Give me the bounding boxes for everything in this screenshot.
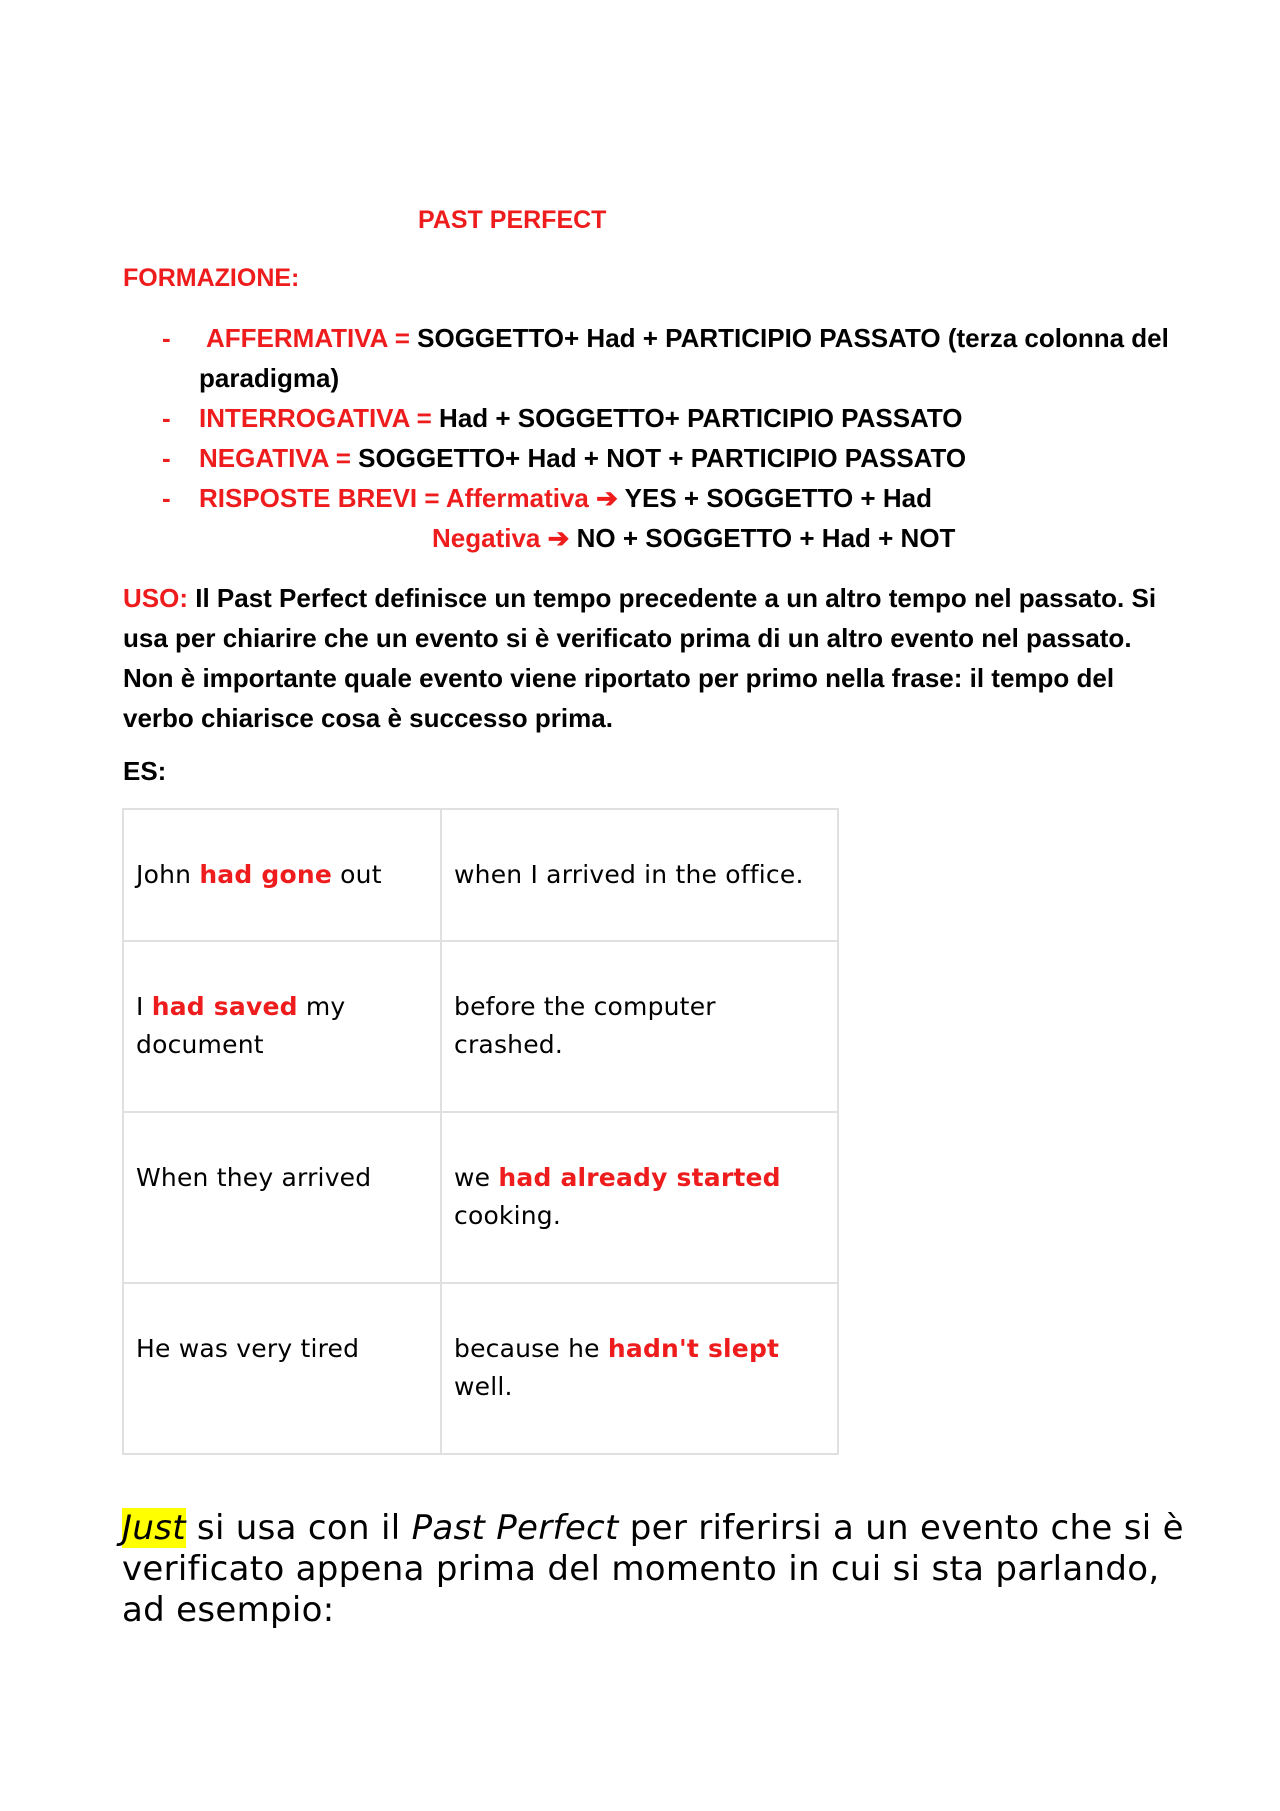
bullet-label: INTERROGATIVA = (199, 403, 432, 433)
bullet-label: AFFERMATIVA = (206, 323, 410, 353)
cell-text: When they arrived (136, 1163, 372, 1192)
table-cell (123, 1112, 441, 1283)
table-cell (441, 941, 838, 1112)
bullet-text: Had + SOGGETTO+ PARTICIPIO PASSATO (439, 403, 963, 433)
formazione-heading: FORMAZIONE: (123, 264, 300, 292)
table-cell (441, 1283, 838, 1454)
bullet-text: SOGGETTO+ Had + NOT + PARTICIPIO PASSATO (358, 443, 967, 473)
just-highlight: Just (122, 1508, 186, 1548)
cell-highlight: hadn't slept (607, 1334, 780, 1363)
table-cell (123, 1283, 441, 1454)
cell-text: because he (454, 1334, 608, 1363)
table-cell (123, 809, 441, 941)
cell-text: cooking. (454, 1201, 562, 1230)
bullet-dash: - (162, 443, 171, 473)
just-text: si usa con il (185, 1508, 412, 1548)
just-text: per riferirsi a un evento che si è verificato appena prima del momento in cui si sta parlando, ad esempio: (122, 1508, 1184, 1630)
arrow-right-icon: ➔ (547, 523, 570, 553)
table-cell (123, 941, 441, 1112)
bullet-dash: - (162, 323, 171, 353)
bullet-line (199, 483, 932, 514)
table-row (123, 941, 838, 1112)
table-row (123, 809, 838, 941)
cell-highlight: had gone (199, 860, 333, 889)
cell-text: we (454, 1163, 499, 1192)
cell-text: before the computer crashed. (454, 992, 716, 1059)
cell-text: I (136, 992, 152, 1021)
page-title: PAST PERFECT (418, 206, 607, 234)
table-cell (441, 1112, 838, 1283)
cell-text: John (136, 860, 200, 889)
just-paragraph (122, 1508, 1202, 1631)
uso-paragraph (123, 578, 1163, 738)
examples-table (122, 808, 839, 1455)
just-italic: Past Perfect (411, 1508, 619, 1548)
bullet-label: Negativa (432, 523, 541, 553)
es-label: ES: (123, 756, 167, 786)
bullet-line (199, 403, 963, 434)
table-row (123, 1112, 838, 1283)
bullet-text: YES + SOGGETTO + Had (624, 483, 932, 513)
arrow-right-icon: ➔ (596, 483, 618, 513)
cell-highlight: had saved (151, 992, 298, 1021)
bullet-dash: - (162, 403, 171, 433)
bullet-dash: - (162, 483, 171, 513)
table-row (123, 1283, 838, 1454)
uso-text: Il Past Perfect definisce un tempo precedente a un altro tempo nel passato. Si usa per chiarire che un evento si è verificato prima di un altro evento nel passato. Non è importante quale evento viene riportato per primo nella frase: il tempo del verbo chiarisce cosa è successo prima. (123, 583, 1157, 733)
cell-text: out (332, 860, 382, 889)
cell-text: when I arrived in the office. (454, 860, 804, 889)
bullet-line (206, 323, 1169, 354)
bullet-label: RISPOSTE BREVI = Affermativa (199, 483, 589, 513)
bullet-text: NO + SOGGETTO + Had + NOT (576, 523, 956, 553)
uso-label: USO: (123, 583, 188, 613)
table-cell (441, 809, 838, 941)
bullet-label: NEGATIVA = (199, 443, 351, 473)
bullet-line (199, 443, 966, 474)
cell-text: well. (454, 1372, 513, 1401)
bullet-line-negativa (432, 523, 955, 554)
cell-text: my document (136, 992, 346, 1059)
cell-text: He was very tired (136, 1334, 360, 1363)
cell-highlight: had already started (498, 1163, 781, 1192)
bullet-text: SOGGETTO+ Had + PARTICIPIO PASSATO (terza colonna del (417, 323, 1169, 353)
bullet-text-continued: paradigma) (199, 363, 340, 393)
